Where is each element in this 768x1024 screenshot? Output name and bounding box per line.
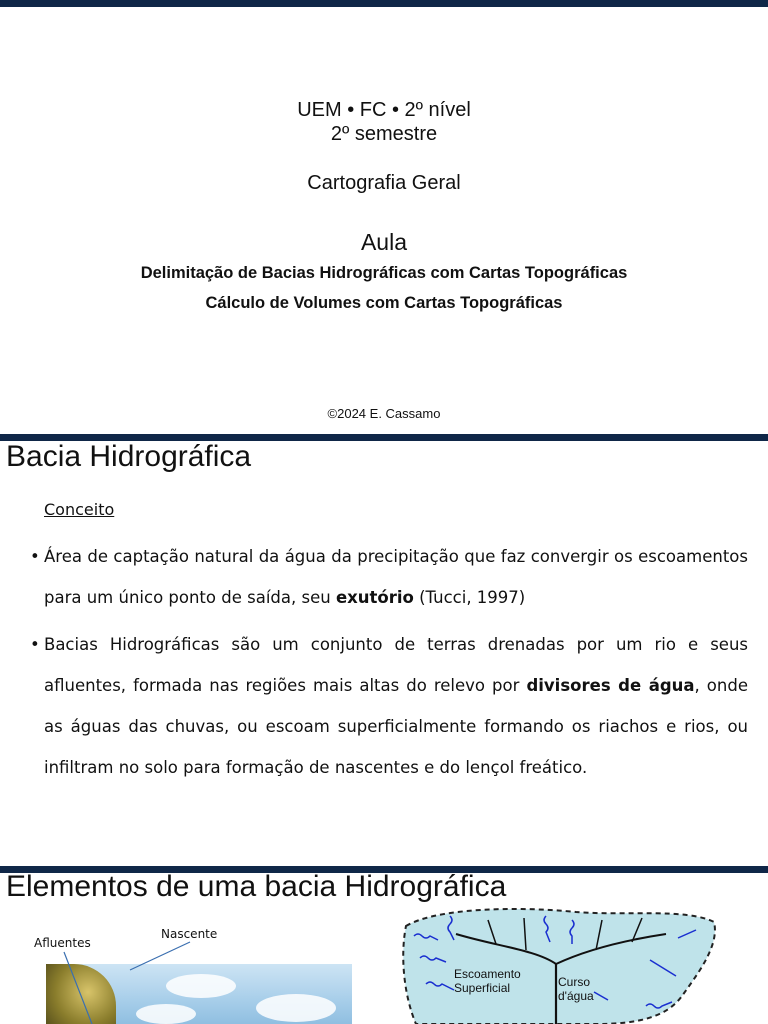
basin-diagram [396,906,726,1024]
afluentes-label: Afluentes [34,936,91,950]
bullet-item [30,536,748,618]
basin-boundary [403,909,715,1024]
title-slide [0,0,768,434]
lecture-topic-2: Cálculo de Volumes com Cartas Topográficas [205,294,563,312]
lecture-topic-1: Delimitação de Bacias Hidrográficas com Cartas Topográficas [140,264,628,282]
lecture-label: Aula [360,229,408,255]
bold-term: divisores de água [526,676,695,695]
bullet-text: Bacias Hidrográficas são um conjunto de terras drenadas por um rio e seus afluentes, formada nas regiões mais altas do relevo por divisores de água, onde as águas das chuvas, ou escoam superficialmente formando os riachos e rios, ou infiltram no solo para formação de nascentes e do lençol freático. [44,635,748,777]
semester-line: 2º semestre [330,123,438,145]
concept-slide [0,434,768,866]
bullet-item [30,624,748,788]
bullet-dot: • [30,635,40,654]
bullet-dot: • [30,547,40,566]
slide-title: Bacia Hidrográfica [6,440,252,473]
superficial-label: Superficial [454,981,511,995]
bullet-text: Área de captação natural da água da precipitação que faz convergir os escoamentos para um único ponto de saída, seu exutório (Tucci, 1997) [44,547,748,607]
copyright: ©2024 E. Cassamo [327,406,441,421]
slide-top-bar [0,0,768,7]
institution-line: UEM • FC • 2º nível [297,99,471,121]
afluentes-pointer [64,952,92,1024]
nascente-pointer [130,942,190,970]
bold-term: exutório [335,588,414,607]
elements-slide [0,866,768,1024]
curso-label: Curso [558,975,591,989]
section-subtitle: Conceito [44,500,115,519]
nascente-label: Nascente [161,927,218,941]
escoamento-label: Escoamento [454,967,521,981]
dagua-label: d'água [558,989,594,1003]
slide-title: Elementos de uma bacia Hidrográfica [6,870,507,903]
course-name: Cartografia Geral [307,172,461,194]
